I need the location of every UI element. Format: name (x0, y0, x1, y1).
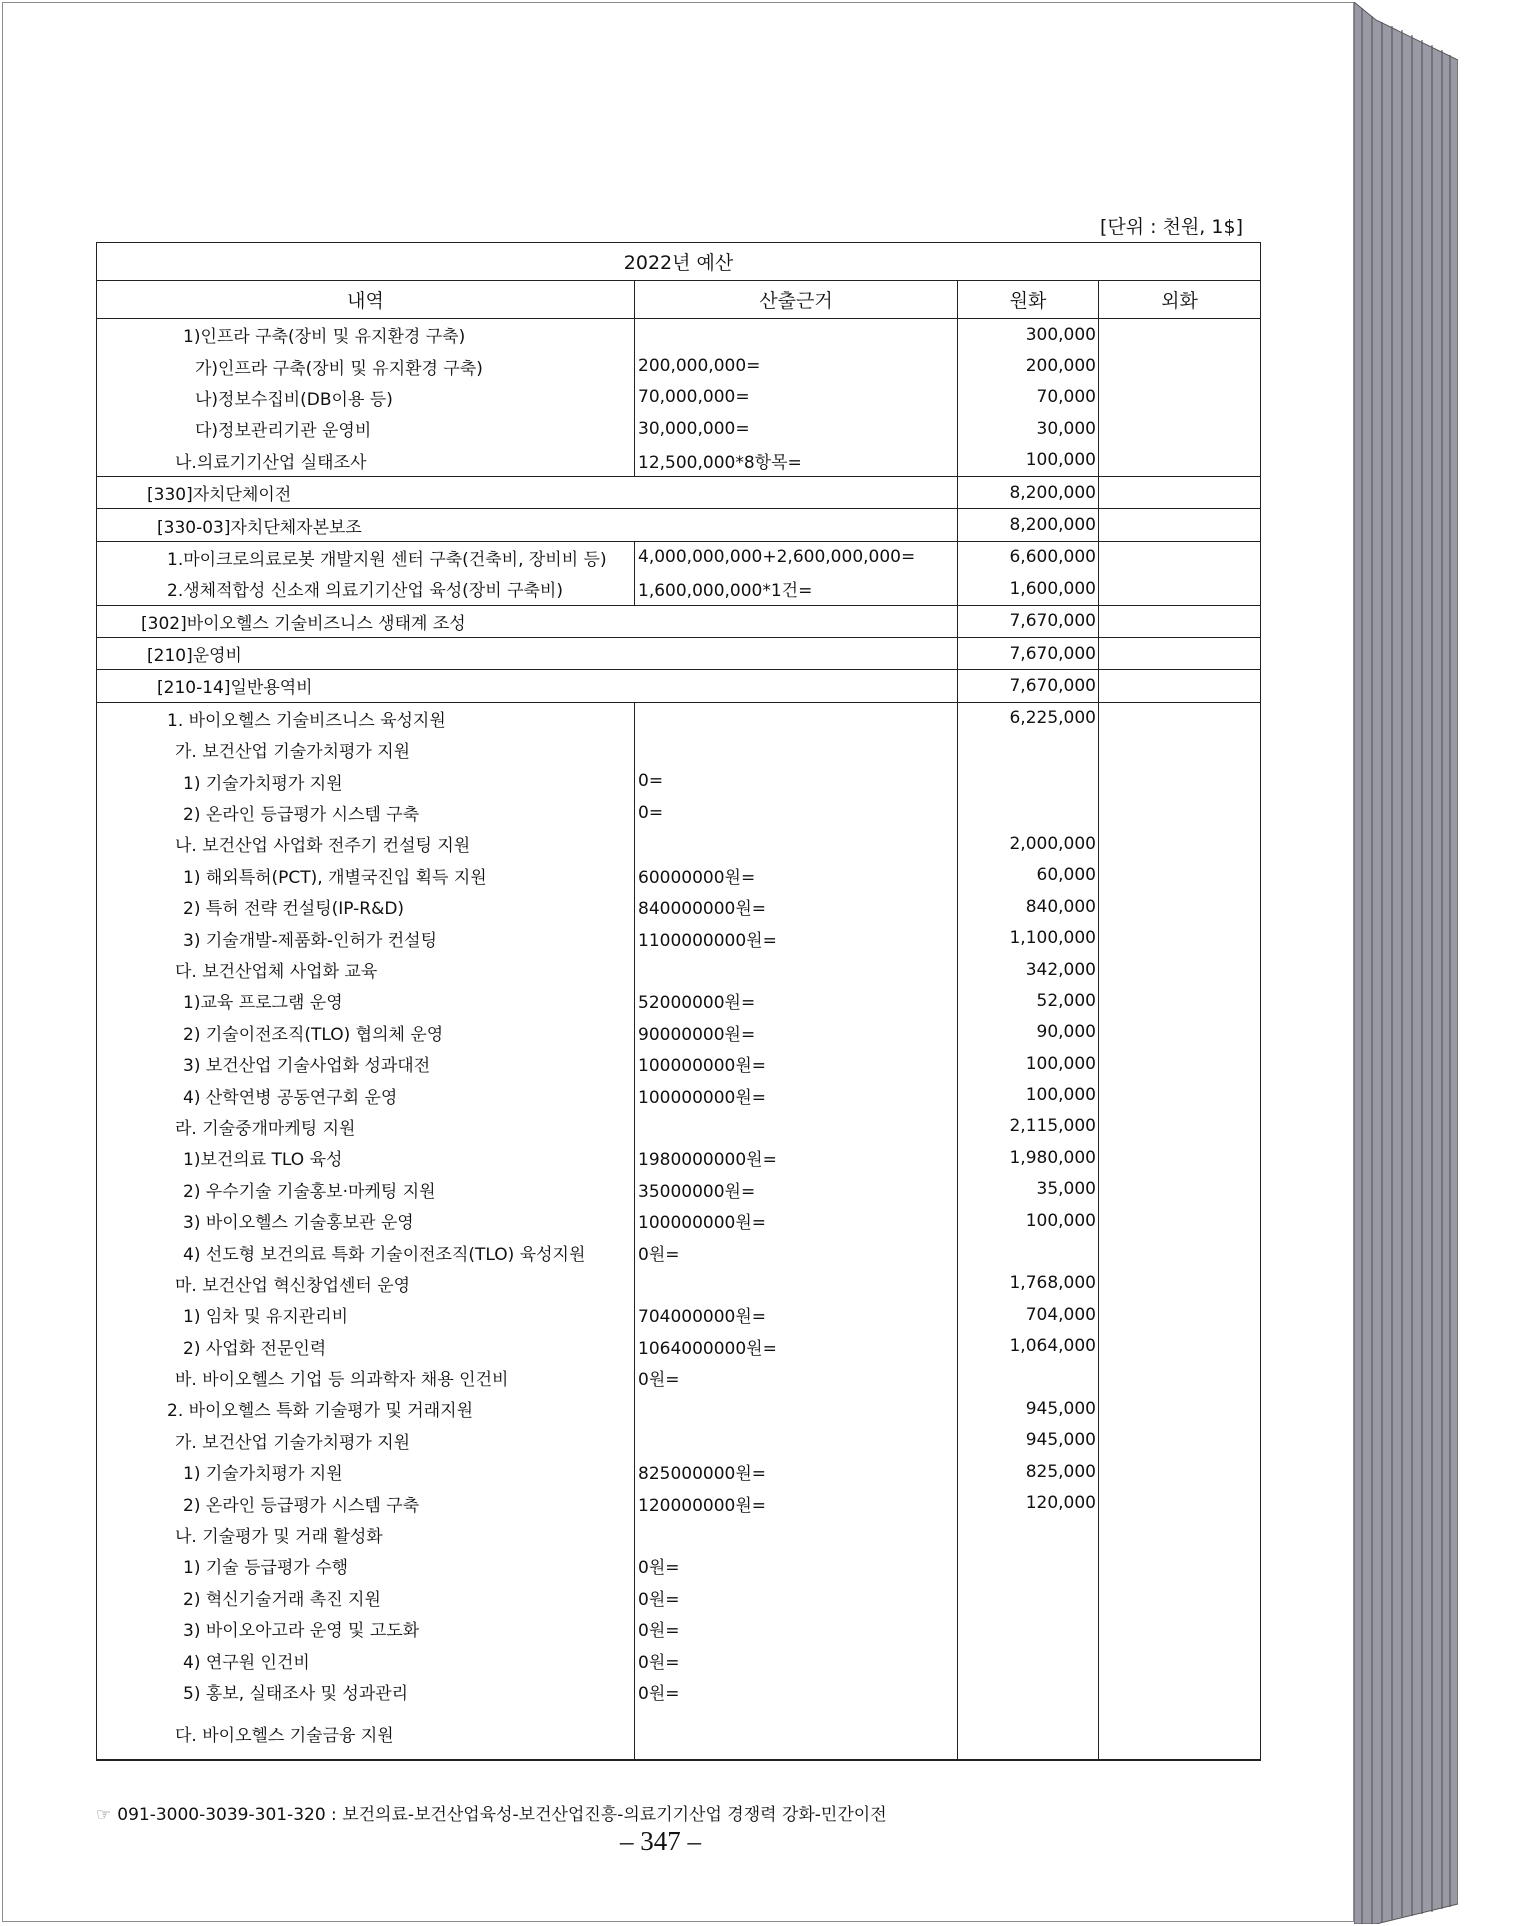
row-item: 1) 해외특허(PCT), 개별국진입 획득 지원 (97, 860, 635, 891)
row-foreign (1099, 1644, 1261, 1675)
table-row (97, 445, 1261, 477)
row-item: [330]자치단체이전 (97, 476, 958, 508)
table-row (97, 541, 1261, 573)
row-basis: 1100000000원= (635, 922, 958, 953)
row-basis (635, 1268, 958, 1299)
row-foreign (1099, 1205, 1261, 1236)
table-row (97, 1393, 1261, 1424)
row-basis (635, 319, 958, 351)
row-foreign (1099, 445, 1261, 477)
row-item: 나)정보수집비(DB이용 등) (97, 382, 635, 413)
row-krw (958, 1362, 1099, 1393)
row-basis: 704000000원= (635, 1299, 958, 1330)
row-basis: 1980000000원= (635, 1142, 958, 1173)
row-item: [330-03]자치단체자본보조 (97, 509, 958, 541)
row-foreign (1099, 1236, 1261, 1267)
row-foreign (1099, 1362, 1261, 1393)
row-foreign (1099, 1017, 1261, 1048)
footer-text: 091-3000-3039-301-320 : 보건의료-보건산업육성-보건산업진흥-의료기기산업 경쟁력 강화-민간이전 (117, 1805, 887, 1825)
row-foreign (1099, 1299, 1261, 1330)
row-item: [302]바이오헬스 기술비즈니스 생태계 조성 (97, 605, 958, 637)
row-item: 3) 보건산업 기술사업화 성과대전 (97, 1048, 635, 1079)
row-krw: 200,000 (958, 350, 1099, 381)
row-krw: 30,000 (958, 413, 1099, 444)
table-row (97, 319, 1261, 351)
table-row (97, 1111, 1261, 1142)
table-row (97, 1142, 1261, 1173)
row-item: 가. 보건산업 기술가치평가 지원 (97, 734, 635, 765)
row-item: 다)정보관리기관 운영비 (97, 413, 635, 444)
budget-table (96, 242, 1261, 1761)
row-item: 2) 우수기술 기술홍보·마케팅 지원 (97, 1174, 635, 1205)
row-krw (958, 1707, 1099, 1760)
table-row (97, 1205, 1261, 1236)
table-row (97, 605, 1261, 637)
row-basis: 0원= (635, 1613, 958, 1644)
row-foreign (1099, 670, 1261, 702)
table-row (97, 922, 1261, 953)
table-row (97, 1079, 1261, 1110)
row-basis: 0원= (635, 1362, 958, 1393)
row-krw: 8,200,000 (958, 509, 1099, 541)
budget-rows (97, 319, 1261, 1761)
row-item: 3) 바이오헬스 기술홍보관 운영 (97, 1205, 635, 1236)
row-krw (958, 1613, 1099, 1644)
row-item: 2. 바이오헬스 특화 기술평가 및 거래지원 (97, 1393, 635, 1424)
row-foreign (1099, 476, 1261, 508)
row-item: 3) 바이오아고라 운영 및 고도화 (97, 1613, 635, 1644)
table-row (97, 573, 1261, 605)
row-krw: 840,000 (958, 891, 1099, 922)
table-title: 2022년 예산 (97, 243, 1261, 281)
row-basis: 35000000원= (635, 1174, 958, 1205)
row-krw: 60,000 (958, 860, 1099, 891)
row-basis: 0= (635, 765, 958, 796)
table-row (97, 1487, 1261, 1518)
table-row (97, 670, 1261, 702)
row-krw (958, 1519, 1099, 1550)
table-row (97, 985, 1261, 1016)
row-item: 1) 기술가치평가 지원 (97, 765, 635, 796)
row-basis: 0원= (635, 1582, 958, 1613)
row-item: 4) 선도형 보건의료 특화 기술이전조직(TLO) 육성지원 (97, 1236, 635, 1267)
row-foreign (1099, 1111, 1261, 1142)
row-item: 나.의료기기산업 실태조사 (97, 445, 635, 477)
row-krw: 1,768,000 (958, 1268, 1099, 1299)
row-item: 2.생체적합성 신소재 의료기기산업 육성(장비 구축비) (97, 573, 635, 605)
row-krw: 100,000 (958, 1205, 1099, 1236)
table-row (97, 1425, 1261, 1456)
row-item: 다. 바이오헬스 기술금융 지원 (97, 1707, 635, 1760)
row-krw: 6,225,000 (958, 702, 1099, 734)
table-row (97, 1582, 1261, 1613)
row-foreign (1099, 1456, 1261, 1487)
table-row (97, 1174, 1261, 1205)
table-row (97, 1613, 1261, 1644)
row-foreign (1099, 1550, 1261, 1581)
row-foreign (1099, 1079, 1261, 1110)
row-foreign (1099, 1393, 1261, 1424)
row-foreign (1099, 954, 1261, 985)
column-header-krw: 원화 (958, 281, 1099, 319)
row-krw: 1,980,000 (958, 1142, 1099, 1173)
row-item: 다. 보건산업체 사업화 교육 (97, 954, 635, 985)
pointing-hand-icon: ☞ (96, 1805, 112, 1825)
row-foreign (1099, 350, 1261, 381)
row-basis (635, 734, 958, 765)
row-krw: 342,000 (958, 954, 1099, 985)
row-item: 1.마이크로의료로봇 개발지원 센터 구축(건축비, 장비비 등) (97, 541, 635, 573)
row-item: 바. 바이오헬스 기업 등 의과학자 채용 인건비 (97, 1362, 635, 1393)
row-basis: 0원= (635, 1676, 958, 1707)
row-krw: 7,670,000 (958, 605, 1099, 637)
row-basis: 120000000원= (635, 1487, 958, 1518)
row-foreign (1099, 797, 1261, 828)
row-basis: 100000000원= (635, 1079, 958, 1110)
row-basis: 840000000원= (635, 891, 958, 922)
row-krw: 7,670,000 (958, 637, 1099, 669)
table-row (97, 1362, 1261, 1393)
table-row (97, 797, 1261, 828)
row-krw: 704,000 (958, 1299, 1099, 1330)
row-foreign (1099, 860, 1261, 891)
table-row (97, 1456, 1261, 1487)
row-krw (958, 797, 1099, 828)
row-basis: 0원= (635, 1236, 958, 1267)
row-item: 1. 바이오헬스 기술비즈니스 육성지원 (97, 702, 635, 734)
row-foreign (1099, 541, 1261, 573)
row-item: 나. 보건산업 사업화 전주기 컨설팅 지원 (97, 828, 635, 859)
row-krw: 300,000 (958, 319, 1099, 351)
row-item: 마. 보건산업 혁신창업센터 운영 (97, 1268, 635, 1299)
row-basis: 825000000원= (635, 1456, 958, 1487)
row-basis (635, 1425, 958, 1456)
table-row (97, 1707, 1261, 1760)
row-basis: 100000000원= (635, 1205, 958, 1236)
row-foreign (1099, 1331, 1261, 1362)
row-foreign (1099, 509, 1261, 541)
row-krw: 35,000 (958, 1174, 1099, 1205)
row-foreign (1099, 702, 1261, 734)
row-krw: 1,600,000 (958, 573, 1099, 605)
row-item: 2) 혁신기술거래 촉진 지원 (97, 1582, 635, 1613)
footer-code (96, 1800, 887, 1825)
row-item: 3) 기술개발-제품화-인허가 컨설팅 (97, 922, 635, 953)
row-foreign (1099, 1174, 1261, 1205)
row-krw: 70,000 (958, 382, 1099, 413)
row-item: 2) 사업화 전문인력 (97, 1331, 635, 1362)
row-foreign (1099, 1268, 1261, 1299)
table-row (97, 1519, 1261, 1550)
table-row (97, 413, 1261, 444)
row-basis: 12,500,000*8항목= (635, 445, 958, 477)
row-basis: 90000000원= (635, 1017, 958, 1048)
row-item: 라. 기술중개마케팅 지원 (97, 1111, 635, 1142)
row-basis: 60000000원= (635, 860, 958, 891)
row-foreign (1099, 891, 1261, 922)
row-foreign (1099, 1707, 1261, 1760)
row-krw: 1,100,000 (958, 922, 1099, 953)
row-item: 나. 기술평가 및 거래 활성화 (97, 1519, 635, 1550)
row-krw (958, 1676, 1099, 1707)
row-item: 4) 연구원 인건비 (97, 1644, 635, 1675)
table-row (97, 828, 1261, 859)
row-basis: 200,000,000= (635, 350, 958, 381)
table-row (97, 702, 1261, 734)
row-item: 2) 기술이전조직(TLO) 협의체 운영 (97, 1017, 635, 1048)
row-basis (635, 1519, 958, 1550)
row-basis (635, 954, 958, 985)
unit-label: [단위 : 천원, 1$] (1100, 216, 1243, 238)
row-krw: 52,000 (958, 985, 1099, 1016)
row-item: 1)교육 프로그램 운영 (97, 985, 635, 1016)
row-krw: 90,000 (958, 1017, 1099, 1048)
row-foreign (1099, 1048, 1261, 1079)
row-basis: 52000000원= (635, 985, 958, 1016)
column-header-basis: 산출근거 (635, 281, 958, 319)
row-basis: 0원= (635, 1550, 958, 1581)
row-item: 2) 온라인 등급평가 시스템 구축 (97, 797, 635, 828)
row-item: 가. 보건산업 기술가치평가 지원 (97, 1425, 635, 1456)
row-krw (958, 765, 1099, 796)
column-header-foreign: 외화 (1099, 281, 1261, 319)
row-krw: 1,064,000 (958, 1331, 1099, 1362)
row-krw: 120,000 (958, 1487, 1099, 1518)
row-foreign (1099, 1613, 1261, 1644)
row-foreign (1099, 319, 1261, 351)
row-krw: 7,670,000 (958, 670, 1099, 702)
row-item: 2) 특허 전략 컨설팅(IP-R&D) (97, 891, 635, 922)
row-foreign (1099, 382, 1261, 413)
page-stack-edge (1354, 2, 1458, 1924)
row-krw: 945,000 (958, 1425, 1099, 1456)
row-item: 1)인프라 구축(장비 및 유지환경 구축) (97, 319, 635, 351)
row-krw (958, 1582, 1099, 1613)
row-basis: 0원= (635, 1644, 958, 1675)
row-item: 1) 기술가치평가 지원 (97, 1456, 635, 1487)
row-basis (635, 1393, 958, 1424)
row-krw: 825,000 (958, 1456, 1099, 1487)
row-krw: 100,000 (958, 1079, 1099, 1110)
table-row (97, 1644, 1261, 1675)
row-basis: 4,000,000,000+2,600,000,000= (635, 541, 958, 573)
row-krw: 8,200,000 (958, 476, 1099, 508)
row-item: 2) 온라인 등급평가 시스템 구축 (97, 1487, 635, 1518)
table-row (97, 1299, 1261, 1330)
table-row (97, 1017, 1261, 1048)
row-krw (958, 1644, 1099, 1675)
row-item: 1) 임차 및 유지관리비 (97, 1299, 635, 1330)
table-row (97, 1048, 1261, 1079)
row-item: 5) 홍보, 실태조사 및 성과관리 (97, 1676, 635, 1707)
row-basis: 1064000000원= (635, 1331, 958, 1362)
row-basis: 100000000원= (635, 1048, 958, 1079)
column-header-item: 내역 (97, 281, 635, 319)
row-krw: 100,000 (958, 1048, 1099, 1079)
row-foreign (1099, 1487, 1261, 1518)
row-krw (958, 1550, 1099, 1581)
table-row (97, 1236, 1261, 1267)
table-row (97, 734, 1261, 765)
row-basis: 70,000,000= (635, 382, 958, 413)
table-row (97, 1268, 1261, 1299)
row-basis: 0= (635, 797, 958, 828)
row-item: [210-14]일반용역비 (97, 670, 958, 702)
row-krw: 945,000 (958, 1393, 1099, 1424)
table-row (97, 1331, 1261, 1362)
page-number: – 347 – (620, 1826, 701, 1856)
table-row (97, 476, 1261, 508)
row-foreign (1099, 605, 1261, 637)
row-basis: 30,000,000= (635, 413, 958, 444)
table-row (97, 891, 1261, 922)
row-foreign (1099, 765, 1261, 796)
table-row (97, 765, 1261, 796)
row-foreign (1099, 828, 1261, 859)
table-row (97, 382, 1261, 413)
row-basis (635, 1111, 958, 1142)
row-foreign (1099, 985, 1261, 1016)
row-foreign (1099, 1425, 1261, 1456)
table-row (97, 350, 1261, 381)
row-krw: 6,600,000 (958, 541, 1099, 573)
table-row (97, 1550, 1261, 1581)
row-item: 4) 산학연병 공동연구회 운영 (97, 1079, 635, 1110)
row-foreign (1099, 1519, 1261, 1550)
row-item: 1)보건의료 TLO 육성 (97, 1142, 635, 1173)
row-foreign (1099, 1676, 1261, 1707)
row-krw (958, 1236, 1099, 1267)
row-item: 1) 기술 등급평가 수행 (97, 1550, 635, 1581)
row-foreign (1099, 922, 1261, 953)
row-foreign (1099, 734, 1261, 765)
row-foreign (1099, 637, 1261, 669)
row-item: [210]운영비 (97, 637, 958, 669)
row-basis (635, 1707, 958, 1760)
row-foreign (1099, 1142, 1261, 1173)
table-row (97, 1676, 1261, 1707)
row-foreign (1099, 573, 1261, 605)
row-basis (635, 702, 958, 734)
row-basis: 1,600,000,000*1건= (635, 573, 958, 605)
row-foreign (1099, 413, 1261, 444)
table-row (97, 860, 1261, 891)
table-row (97, 637, 1261, 669)
row-krw: 2,000,000 (958, 828, 1099, 859)
table-row (97, 954, 1261, 985)
row-krw (958, 734, 1099, 765)
row-krw: 100,000 (958, 445, 1099, 477)
table-row (97, 509, 1261, 541)
row-item: 가)인프라 구축(장비 및 유지환경 구축) (97, 350, 635, 381)
row-krw: 2,115,000 (958, 1111, 1099, 1142)
row-foreign (1099, 1582, 1261, 1613)
row-basis (635, 828, 958, 859)
